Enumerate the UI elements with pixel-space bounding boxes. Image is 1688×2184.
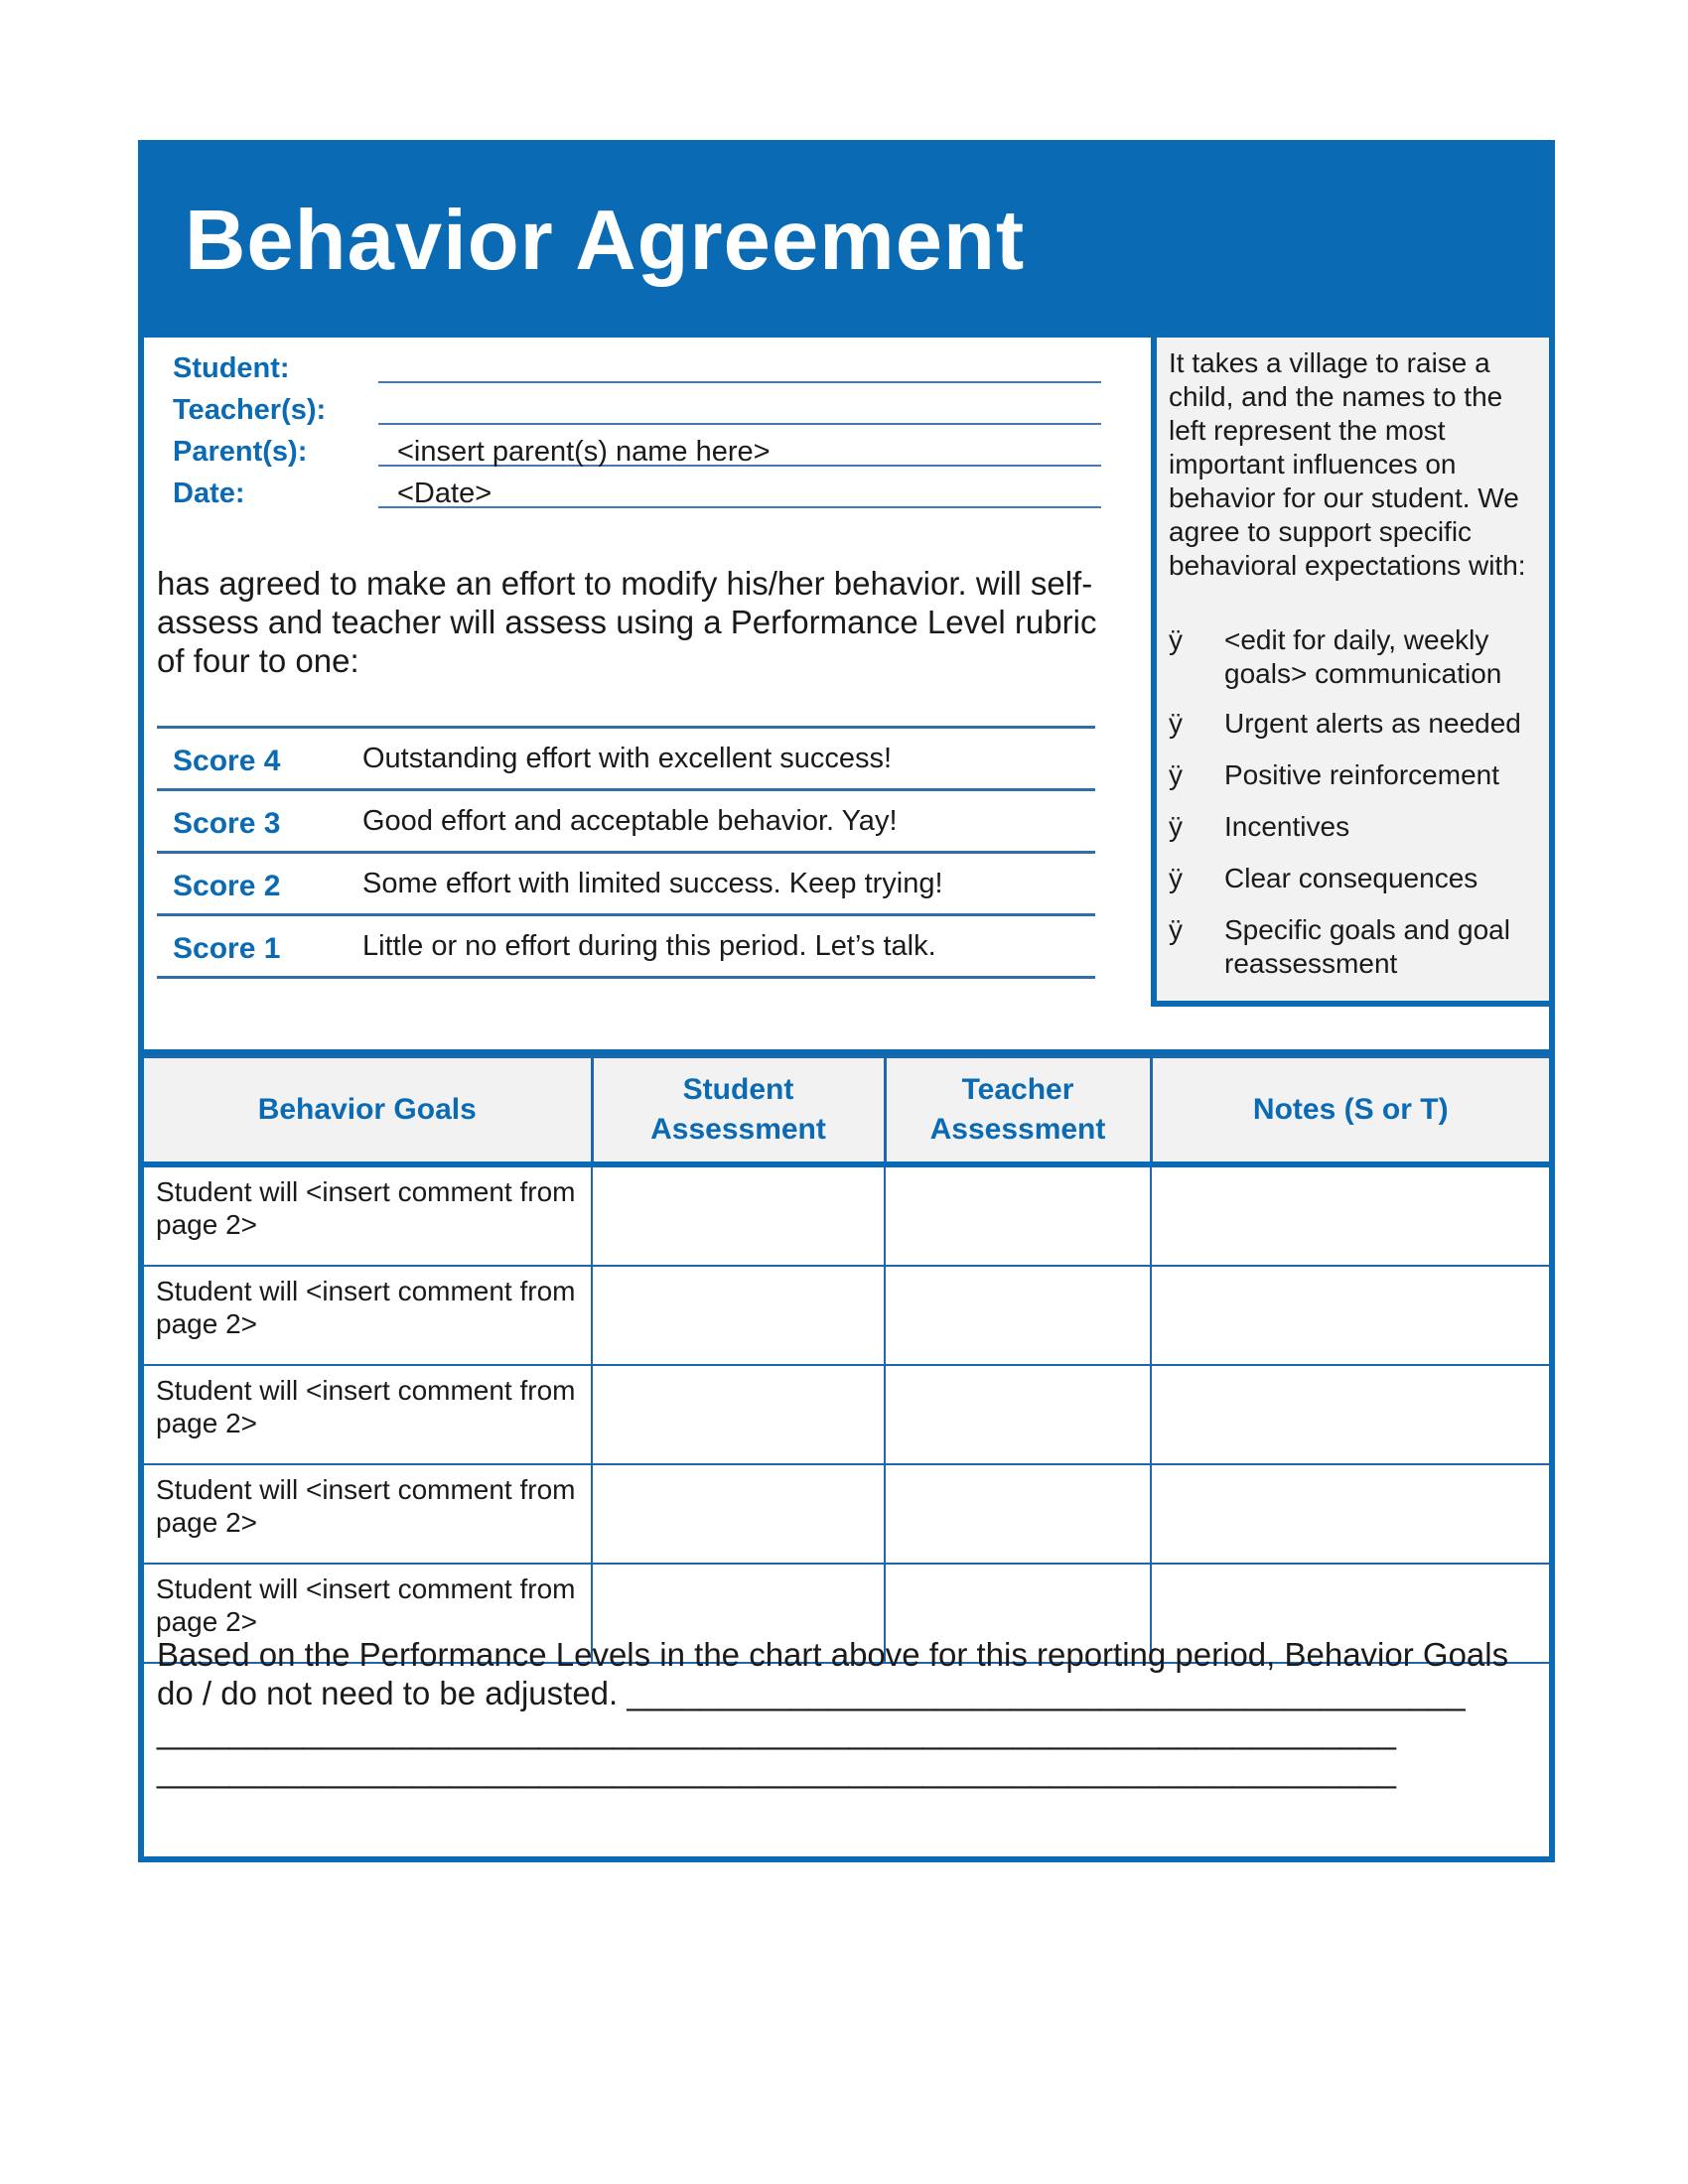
sidebar-item: Incentives xyxy=(1224,811,1350,842)
teacher-assessment-cell[interactable] xyxy=(885,1464,1151,1564)
agreement-form xyxy=(138,140,1555,1862)
header-banner xyxy=(144,146,1549,338)
table-row xyxy=(144,1365,1549,1464)
student-assessment-cell[interactable] xyxy=(592,1365,885,1464)
goal-cell: Student will <insert comment from page 2> xyxy=(144,1564,592,1663)
date-value: <Date> xyxy=(397,478,492,509)
column-header-teacher-assessment: Teacher Assessment xyxy=(885,1057,1151,1165)
score-description: Little or no effort during this period. Let’s talk. xyxy=(362,930,936,962)
goal-cell: Student will <insert comment from page 2> xyxy=(144,1266,592,1365)
score-divider xyxy=(157,726,1095,729)
score-label: Score 1 xyxy=(173,932,281,965)
teachers-field[interactable] xyxy=(378,423,1101,425)
sidebar-item: Positive reinforcement xyxy=(1224,759,1500,790)
score-label: Score 4 xyxy=(173,745,281,777)
table-header-row xyxy=(144,1057,1549,1165)
score-divider xyxy=(157,788,1095,791)
score-divider xyxy=(157,851,1095,854)
sidebar-item: Clear consequences xyxy=(1224,863,1478,893)
teacher-assessment-cell[interactable] xyxy=(885,1164,1151,1266)
teacher-assessment-cell[interactable] xyxy=(885,1266,1151,1365)
date-label: Date: xyxy=(173,478,245,509)
table-row xyxy=(144,1464,1549,1564)
score-divider xyxy=(157,976,1095,979)
score-label: Score 3 xyxy=(173,807,281,840)
adjustment-statement: Based on the Performance Levels in the chart above for this reporting period, Behavior Goals do / do not need to be adjusted. ______________________________________________ ____________________________________________________________________ ____________________________________________________________________ xyxy=(157,1636,1509,1789)
column-header-student-assessment: Student Assessment xyxy=(592,1057,885,1165)
notes-cell[interactable] xyxy=(1151,1164,1549,1266)
bullet-icon: ÿ xyxy=(1169,811,1183,842)
score-divider xyxy=(157,913,1095,916)
bullet-icon: ÿ xyxy=(1169,708,1183,739)
parents-label: Parent(s): xyxy=(173,436,308,468)
bullet-icon: ÿ xyxy=(1169,914,1183,945)
notes-cell[interactable] xyxy=(1151,1365,1549,1464)
behavior-goals-table xyxy=(144,1055,1549,1664)
table-row xyxy=(144,1164,1549,1266)
score-description: Some effort with limited success. Keep trying! xyxy=(362,868,943,899)
bullet-icon: ÿ xyxy=(1169,624,1183,655)
notes-cell[interactable] xyxy=(1151,1464,1549,1564)
column-header-notes: Notes (S or T) xyxy=(1151,1057,1549,1165)
goal-cell: Student will <insert comment from page 2> xyxy=(144,1464,592,1564)
goal-cell: Student will <insert comment from page 2> xyxy=(144,1164,592,1266)
student-label: Student: xyxy=(173,352,290,384)
bullet-icon: ÿ xyxy=(1169,759,1183,790)
score-description: Outstanding effort with excellent success! xyxy=(362,743,893,774)
teacher-assessment-cell[interactable] xyxy=(885,1365,1151,1464)
student-field[interactable] xyxy=(378,381,1101,383)
score-label: Score 2 xyxy=(173,870,281,902)
student-assessment-cell[interactable] xyxy=(592,1266,885,1365)
column-header-behavior-goals: Behavior Goals xyxy=(144,1057,592,1165)
sidebar-item: Specific goals and goal reassessment xyxy=(1224,914,1510,979)
student-assessment-cell[interactable] xyxy=(592,1164,885,1266)
parents-value: <insert parent(s) name here> xyxy=(397,436,771,468)
table-row xyxy=(144,1266,1549,1365)
page-title: Behavior Agreement xyxy=(185,194,1026,288)
sidebar-item: Urgent alerts as needed xyxy=(1224,708,1521,739)
bullet-icon: ÿ xyxy=(1169,863,1183,893)
notes-cell[interactable] xyxy=(1151,1266,1549,1365)
student-assessment-cell[interactable] xyxy=(592,1464,885,1564)
teachers-label: Teacher(s): xyxy=(173,394,327,426)
sidebar-intro: It takes a village to raise a child, and the names to the left represent the most important influences on behavior for our student. We agree to support specific behavioral expectations with: xyxy=(1169,347,1526,581)
sidebar-item: <edit for daily, weekly goals> communication xyxy=(1224,624,1502,689)
score-description: Good effort and acceptable behavior. Yay! xyxy=(362,805,898,837)
goal-cell: Student will <insert comment from page 2> xyxy=(144,1365,592,1464)
intro-paragraph: has agreed to make an effort to modify his/her behavior. will self-assess and teacher will assess using a Performance Level rubric of four to one: xyxy=(157,565,1097,679)
support-sidebar xyxy=(1151,338,1549,1007)
